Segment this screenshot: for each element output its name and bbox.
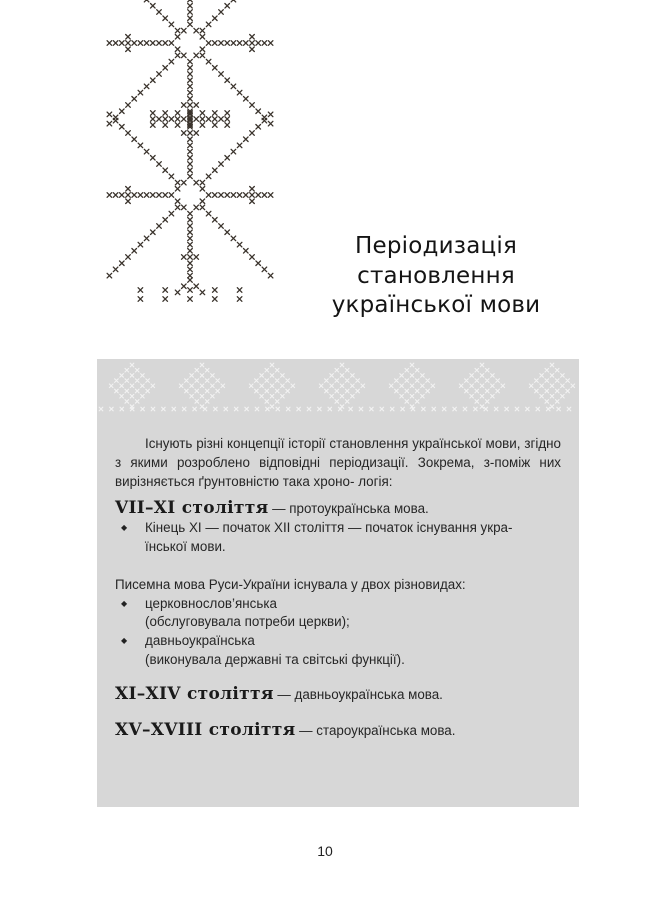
period-3	[115, 721, 561, 741]
written-language-intro: Писемна мова Руси-України існувала у двох різновидах:	[115, 576, 466, 592]
period-3-centuries: XV–XVIII століття	[115, 719, 296, 740]
period-1-centuries: VII–XI століття	[115, 498, 269, 519]
period-2-centuries: XI–XIV століття	[115, 683, 274, 704]
list-item	[115, 519, 561, 557]
list-item	[115, 595, 561, 633]
embroidery-ornament	[95, 0, 285, 308]
panel-content	[115, 435, 561, 740]
period-1-description: — протоукраїнська мова.	[268, 501, 429, 517]
title-line-2: становлення	[357, 262, 515, 289]
intro-paragraph	[115, 435, 561, 491]
period-2	[115, 685, 561, 705]
period-3-description: — староукраїнська мова.	[295, 722, 456, 738]
bullet-text: їнської мови.	[145, 538, 226, 554]
page-title	[300, 232, 572, 321]
variant-name: давньоукраїнська	[145, 633, 255, 649]
variant-note: (обслуговувала потреби церкви);	[145, 614, 350, 630]
intro-line: мови, згідно з якими розроблено відповідні періодизації.	[115, 436, 561, 470]
written-language-list	[115, 595, 561, 670]
variant-name: церковнослов’янська	[145, 595, 277, 611]
diamond-bullet-icon: ◆	[121, 523, 128, 533]
panel-embroidery-border	[97, 359, 579, 413]
diamond-bullet-icon: ◆	[121, 598, 128, 608]
diamond-bullet-icon: ◆	[121, 636, 128, 646]
title-line-1: Періодизація	[355, 233, 517, 259]
variant-note: (виконувала державні та світські функції).	[145, 651, 405, 667]
period-2-description: — давньоукраїнська мова.	[273, 686, 443, 702]
intro-line: логія:	[358, 473, 393, 489]
intro-line: Зокрема, з-поміж них вирізняється ґрунтовністю така хроно-	[115, 454, 561, 489]
title-line-3: української мови	[331, 292, 541, 318]
period-1	[115, 499, 561, 519]
period-1-bullets	[115, 519, 561, 557]
info-panel	[97, 359, 579, 807]
intro-line: Існують різні концепції історії становлення української	[145, 436, 482, 451]
bullet-text: Кінець XI — початок XII століття — початок існування укра-	[145, 520, 513, 536]
page-number: 10	[317, 843, 333, 859]
list-item	[115, 632, 561, 670]
